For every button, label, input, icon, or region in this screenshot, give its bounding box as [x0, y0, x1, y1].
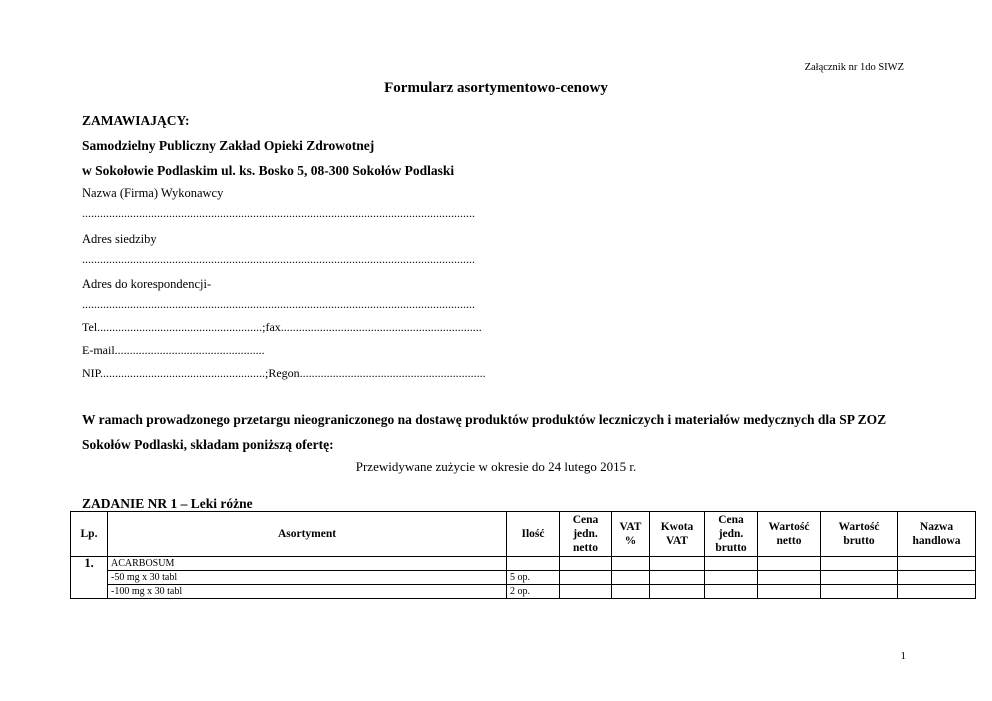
- cell-cena-netto[interactable]: [560, 571, 612, 585]
- cell-nazwa[interactable]: [898, 557, 976, 571]
- cell-ilosc: 2 op.: [507, 585, 560, 599]
- page-title: Formularz asortymentowo-cenowy: [384, 80, 608, 96]
- cell-cena-netto[interactable]: [560, 557, 612, 571]
- cell-wartosc-netto[interactable]: [758, 585, 821, 599]
- table-row: [71, 571, 976, 585]
- contractor-tel-fax: Tel.......................................................;fax...................................................................: [82, 320, 482, 334]
- contractor-address-dots: ...................................................................................................................................: [82, 252, 475, 266]
- contractor-address-label: Adres siedziby: [82, 232, 157, 246]
- col-header-wartosc-netto: Wartość netto: [758, 512, 821, 557]
- cell-asortyment: -100 mg x 30 tabl: [108, 585, 507, 599]
- cell-wartosc-netto[interactable]: [758, 557, 821, 571]
- cell-kwota-vat[interactable]: [650, 557, 705, 571]
- col-header-lp: Lp.: [71, 512, 108, 557]
- orderer-name-line2: w Sokołowie Podlaskim ul. ks. Bosko 5, 08-300 Sokołów Podlaski: [82, 163, 455, 178]
- cell-wartosc-brutto[interactable]: [821, 571, 898, 585]
- orderer-label: ZAMAWIAJĄCY:: [82, 113, 190, 128]
- usage-note: Przewidywane zużycie w okresie do 24 lutego 2015 r.: [355, 459, 637, 474]
- task-title: ZADANIE NR 1 – Leki różne: [82, 496, 253, 511]
- cell-ilosc: 5 op.: [507, 571, 560, 585]
- contractor-corr-dots: ...................................................................................................................................: [82, 297, 475, 311]
- cell-kwota-vat[interactable]: [650, 571, 705, 585]
- contractor-name-label: Nazwa (Firma) Wykonawcy: [82, 186, 224, 200]
- annex-label: Załącznik nr 1do SIWZ: [804, 62, 904, 73]
- col-header-wartosc-brutto: Wartość brutto: [821, 512, 898, 557]
- cell-cena-brutto[interactable]: [705, 557, 758, 571]
- cell-vat[interactable]: [612, 585, 650, 599]
- col-header-cena-netto: Cena jedn. netto: [560, 512, 612, 557]
- contractor-corr-label: Adres do korespondencji-: [82, 277, 212, 291]
- row-group-name: ACARBOSUM: [108, 557, 507, 571]
- col-header-asortyment: Asortyment: [108, 512, 507, 557]
- cell-wartosc-brutto[interactable]: [821, 585, 898, 599]
- offer-text: W ramach prowadzonego przetargu nieograniczonego na dostawę produktów produktów leczniczych i materiałów medycznych dla SP ZOZ Sokołów Podlaski, składam poniższą ofertę:: [82, 412, 887, 452]
- table-row: [71, 585, 976, 599]
- cell-vat[interactable]: [612, 571, 650, 585]
- col-header-cena-brutto: Cena jedn. brutto: [705, 512, 758, 557]
- cell-cena-brutto[interactable]: [705, 585, 758, 599]
- table-row: [71, 557, 976, 571]
- cell-nazwa[interactable]: [898, 571, 976, 585]
- col-header-vat: VAT %: [612, 512, 650, 557]
- orderer-name-line1: Samodzielny Publiczny Zakład Opieki Zdrowotnej: [82, 138, 375, 153]
- row-lp: 1.: [71, 557, 108, 599]
- cell-cena-netto[interactable]: [560, 585, 612, 599]
- col-header-ilosc: Ilość: [507, 512, 560, 557]
- col-header-kwota-vat: Kwota VAT: [650, 512, 705, 557]
- cell-vat[interactable]: [612, 557, 650, 571]
- table-header-row: [71, 512, 976, 557]
- cell-nazwa[interactable]: [898, 585, 976, 599]
- page-number: 1: [900, 650, 906, 662]
- assortment-table: [70, 511, 976, 599]
- cell-cena-brutto[interactable]: [705, 571, 758, 585]
- contractor-email: E-mail..................................................: [82, 343, 265, 357]
- cell-wartosc-netto[interactable]: [758, 571, 821, 585]
- contractor-name-dots: ...................................................................................................................................: [82, 206, 475, 220]
- col-header-nazwa: Nazwa handlowa: [898, 512, 976, 557]
- cell-asortyment: -50 mg x 30 tabl: [108, 571, 507, 585]
- cell-wartosc-brutto[interactable]: [821, 557, 898, 571]
- contractor-nip-regon: NIP.......................................................;Regon..............................................................: [82, 366, 486, 380]
- cell-ilosc[interactable]: [507, 557, 560, 571]
- cell-kwota-vat[interactable]: [650, 585, 705, 599]
